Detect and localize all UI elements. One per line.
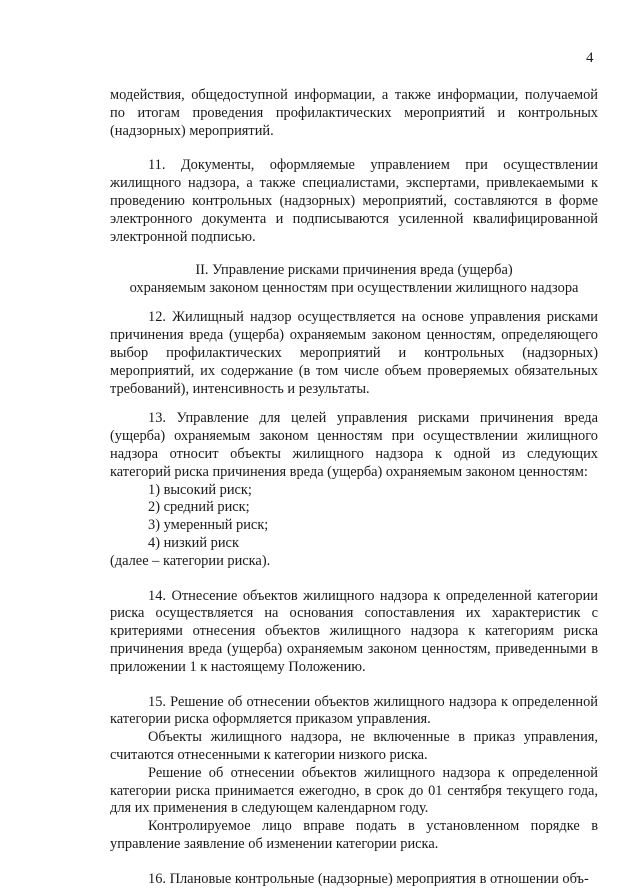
section-heading	[110, 261, 598, 297]
risk-category-list	[110, 482, 598, 553]
paragraph-15-part-4: Контролируемое лицо вправе подать в установленном порядке в управление заявление об изменении категории риска.	[110, 818, 598, 852]
list-item: 4) низкий риск	[148, 534, 239, 551]
paragraph-12: 12. Жилищный надзор осуществляется на основе управления рисками причинения вреда (ущерба) охраняемым законом ценностям, определяющего выбор профилактических мероприятий и контрольных (надзорных) мероприятий, их содержание (в том числе объем проверяемых обязательных требований), интенсивность и результаты.	[110, 309, 598, 397]
risk-list-footnote: (далее – категории риска).	[110, 552, 271, 569]
paragraph-continuation: модействия, общедоступной информации, а также информации, получаемой по итогам проведения профилактических мероприятий и контрольных (надзорных) мероприятий.	[110, 87, 598, 139]
section-heading-line-2: охраняемым законом ценностям при осуществлении жилищного надзора	[129, 280, 579, 297]
paragraph-15-part-2: Объекты жилищного надзора, не включенные в приказ управления, считаются отнесенными к категории низкого риска.	[110, 729, 598, 763]
paragraph-13: 13. Управление для целей управления рисками причинения вреда (ущерба) охраняемым законом ценностям при осуществлении жилищного надзора относит объекты жилищного надзора к одной из следующих категорий риска причинения вреда (ущерба) охраняемым законом ценностям:	[110, 410, 598, 480]
paragraph-15: 15. Решение об отнесении объектов жилищного надзора к определенной категории риска оформляется приказом управления.	[110, 693, 598, 728]
paragraph-15-part-3: Решение об отнесении объектов жилищного надзора к определенной категории риска принимается ежегодно, в срок до 01 сентября текущего года, для их применения в следующем календарном году.	[110, 764, 598, 817]
paragraph-14: 14. Отнесение объектов жилищного надзора к определенной категории риска осуществляется на основания сопоставления их характеристик с критериями отнесения объектов жилищного надзора к категориям риска причинения вреда (ущерба) охраняемым законом ценностям, приведенными в приложении 1 к настоящему Положению.	[110, 587, 598, 675]
section-heading-line-1: II. Управление рисками причинения вреда (ущерба)	[195, 262, 513, 279]
paragraph-16: 16. Плановые контрольные (надзорные) мероприятия в отношении объ-	[148, 870, 589, 887]
list-item: 1) высокий риск;	[148, 481, 252, 498]
list-item: 2) средний риск;	[148, 499, 250, 516]
paragraph-11: 11. Документы, оформляемые управлением при осуществлении жилищного надзора, а также специалистами, экспертами, привлекаемыми к проведению контрольных (надзорных) мероприятий, составляются в форме электронного документа и подписываются усиленной квалифицированной электронной подписью.	[110, 157, 598, 245]
page-number: 4	[586, 50, 594, 66]
list-item: 3) умеренный риск;	[148, 517, 269, 534]
document-body	[110, 87, 598, 888]
